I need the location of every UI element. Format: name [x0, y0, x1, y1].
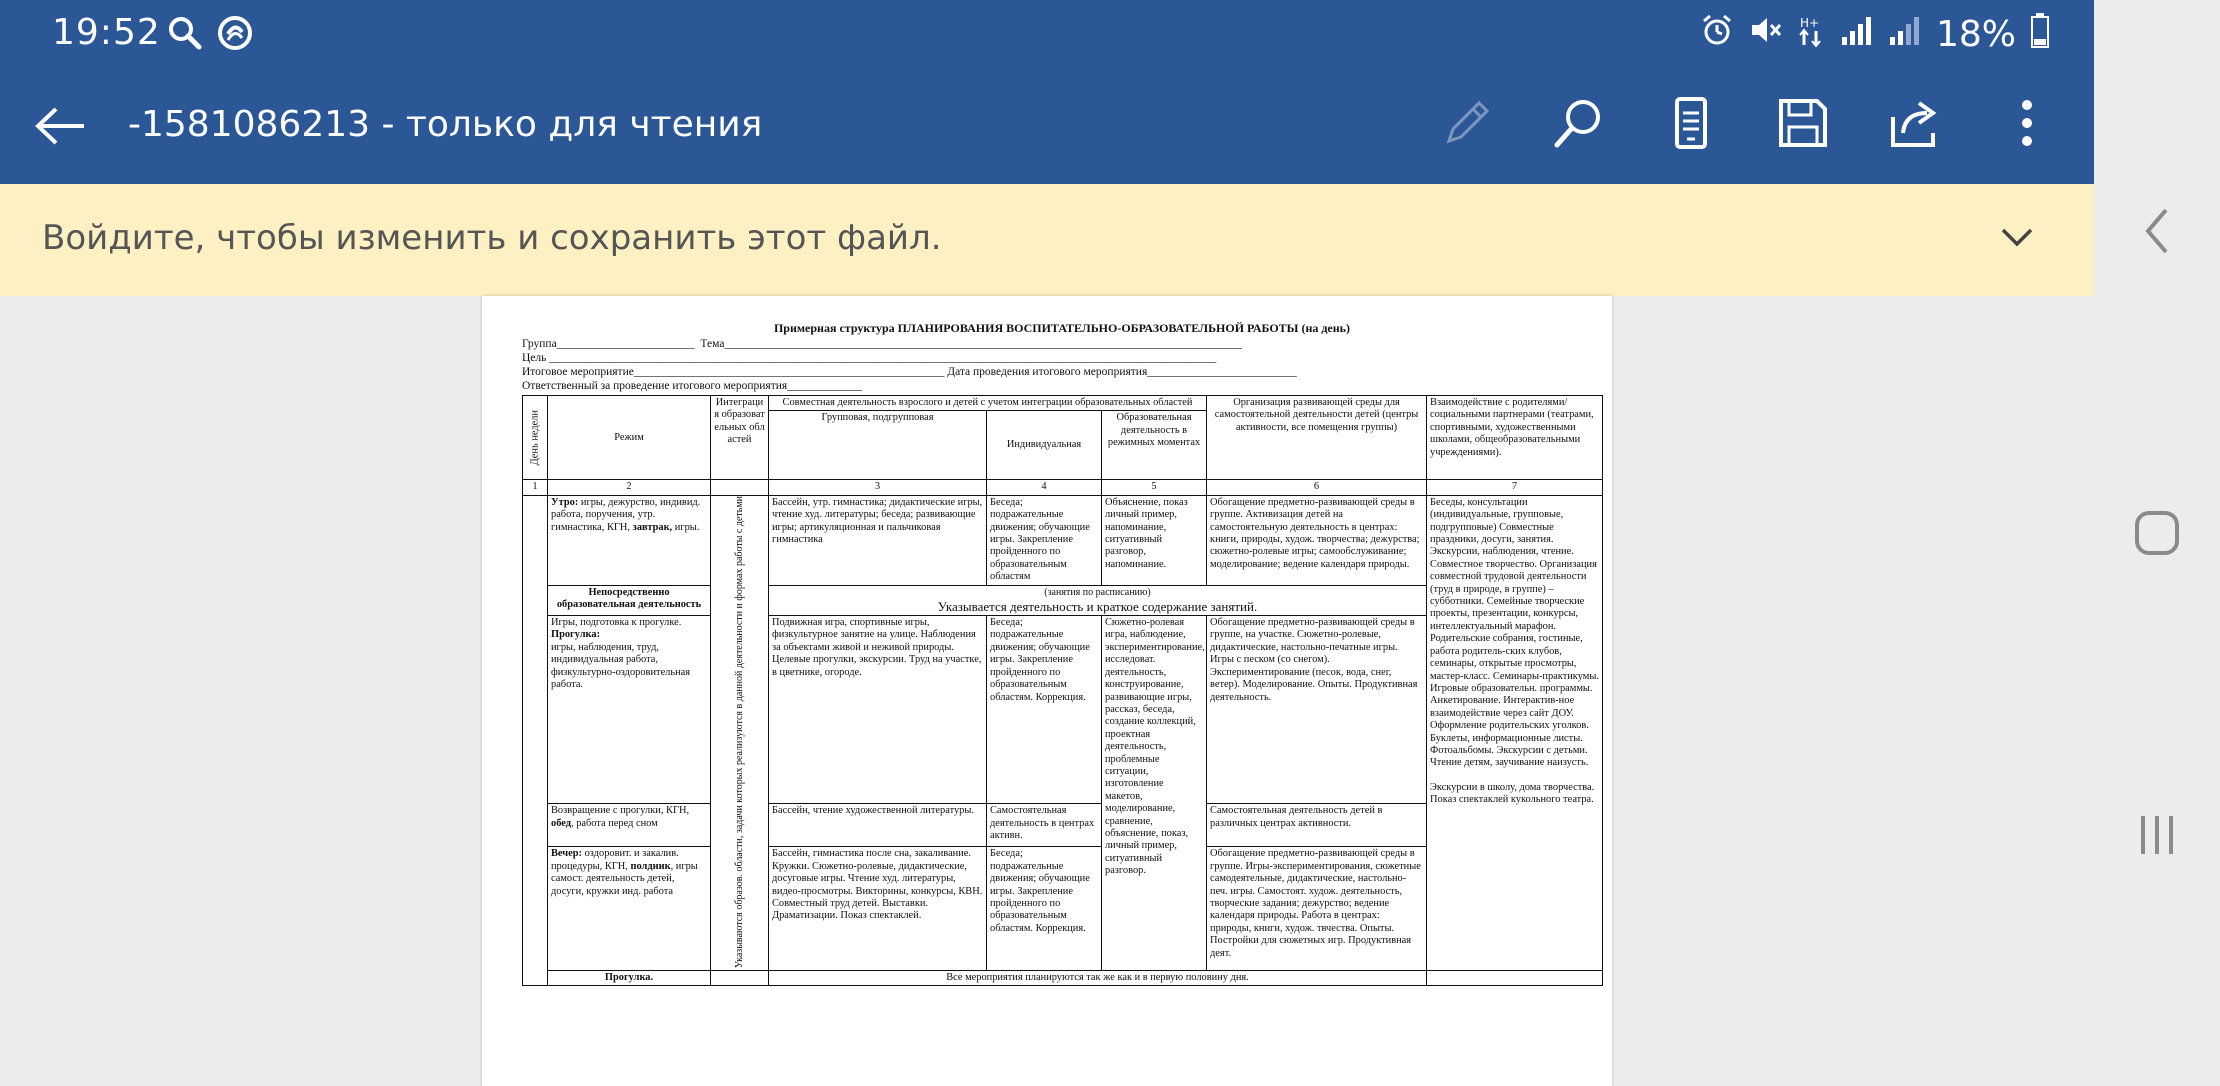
col-number [711, 480, 769, 495]
mode-lunch: Возвращение с прогулки, КГН, обед, работа перед сном [548, 804, 711, 847]
chevron-down-icon [2000, 226, 2034, 253]
more-icon [2017, 95, 2037, 156]
header-line-event: Итоговое мероприятие______________________________________________________ Дата проведения итогового мероприятия__________________________ [522, 366, 1297, 378]
col-number: 2 [548, 480, 711, 495]
document-heading: Примерная структура ПЛАНИРОВАНИЯ ВОСПИТАТЕЛЬНО-ОБРАЗОВАТЕЛЬНОЙ РАБОТЫ (на день) [773, 321, 1351, 335]
table-row-morning [523, 495, 1603, 585]
individual-walk: Беседа; подражательные движения; обучающие игры. Закрепление пройденного по образовательным областям. Коррекция. [987, 616, 1102, 804]
col-number: 7 [1427, 480, 1603, 495]
status-time: 19:52 [52, 12, 161, 53]
environment-walk: Обогащение предметно-развивающей среды в группе, на участке. Сюжетно-ролевые, дидактические, настольно-печатные игры. Игры с песком (со снегом). Экспериментирование (песок, вода, снег, ветер). Моделирование. Опыты. Продуктивная деятельность. [1207, 616, 1427, 804]
regime-afternoon: Сюжетно-ролевая игра, наблюдение, экспериментирование, исследоват. деятельность, конструирование, развивающие игры, рассказ, беседа, создание коллекций, проектная деятельность, проблемные ситуации, изготовление макетов, моделирование, сравнение, объяснение, показ, личный пример, ситуативный разговор. [1102, 616, 1207, 971]
environment-evening: Обогащение предметно-развивающей среды в группе. Игры-экспериментирования, сюжетные самодеятельные, дидактические, настольно-печ. игры. Самостоят. худож. деятельность, творческие задания; дежурство; ведение календаря природы. Работа в центрах: природы, книги, худож. твчества. Опыты. Постройки для сюжетных игр. Продуктивная деят. [1207, 847, 1427, 970]
status-bar [0, 0, 2094, 68]
header-integration: Интеграция образовательных областей [711, 396, 769, 480]
col-number: 5 [1102, 480, 1207, 495]
header-environment: Организация развивающей среды для самостоятельной деятельности детей (центры активности, все помещения группы) [1207, 396, 1427, 480]
day-cell [523, 495, 548, 985]
header-line-responsible: Ответственный за проведение итогового мероприятия_____________ [522, 380, 862, 392]
table-header-row [523, 396, 1603, 411]
mode-classes: Непосредственно образовательная деятельность [548, 585, 711, 615]
nav-back-icon [2142, 206, 2172, 261]
regime-morning: Объяснение, показ личный пример, напоминание, ситуативный разговор, напоминание. [1102, 495, 1207, 585]
banner-expand-button[interactable] [1992, 214, 2042, 264]
header-group: Групповая, подгрупповая [769, 411, 987, 480]
sign-in-banner[interactable] [0, 184, 2094, 296]
reading-view-button[interactable] [1660, 94, 1722, 156]
mute-icon [1748, 13, 1782, 56]
alarm-icon [1700, 13, 1734, 56]
document-content [522, 322, 1602, 986]
data-arrows-icon [1796, 13, 1826, 56]
header-line-group: Группа________________________ Тема__________________________________________________________________________________________ [522, 338, 1242, 350]
integration-vertical: Указываются образов. области, задачи которых реализуются в данной деятельности и формах работы с детьми [711, 495, 769, 970]
header-joint-activity: Совместная деятельность взрослого и детей с учетом интеграции образовательных областей [769, 396, 1207, 411]
search-button[interactable] [1548, 94, 1610, 156]
col-number: 1 [523, 480, 548, 495]
group-walk: Подвижная игра, спортивные игры, физкультурное занятие на улице. Наблюдения за объектами живой и неживой природы. Целевые прогулки, экскурсии. Труд на участке, в цветнике, огороде. [769, 616, 987, 804]
group-evening: Бассейн, гимнастика после сна, закаливание. Кружки. Сюжетно-ролевые, дидактические, досуговые игры. Чтение худ. литературы, видео-просмотры. Викторины, конкурсы, КВН. Совместный труд детей. Выставки. Драматизации. Показ спектаклей. [769, 847, 987, 970]
arrow-left-icon [34, 106, 86, 151]
nav-home-button[interactable] [2124, 502, 2190, 568]
integration-empty [711, 970, 769, 985]
share-icon [1887, 95, 1943, 156]
edit-button[interactable] [1436, 94, 1498, 156]
status-left-icons [166, 14, 254, 57]
app-bar [0, 68, 2094, 184]
back-button[interactable] [30, 98, 90, 158]
nav-recents-button[interactable] [2124, 804, 2190, 870]
nav-recents-icon [2135, 810, 2179, 865]
reading-view-icon [1663, 95, 1719, 156]
signal-icon-2 [1888, 13, 1922, 56]
sync-icon [216, 14, 254, 57]
header-day: День недели [523, 396, 548, 480]
col-number: 3 [769, 480, 987, 495]
walk2-cell: Все мероприятия планируются так же как и в первую половину дня. [769, 970, 1427, 985]
mode-walk: Игры, подготовка к прогулке. Прогулка: игры, наблюдения, труд, индивидуальная работа, физкультурно-оздоровительная работа. [548, 616, 711, 804]
svg-text:H+: H+ [1799, 16, 1820, 30]
nav-back-button[interactable] [2124, 200, 2190, 266]
header-parents: Взаимодействие с родителями/социальными партнерами (театрами, спортивными, художественными школами, общеобразовательными учреждениями). [1427, 396, 1603, 480]
edit-pen-icon [1439, 95, 1495, 156]
table-number-row [523, 480, 1603, 495]
banner-text: Войдите, чтобы изменить и сохранить этот файл. [42, 218, 942, 258]
save-button[interactable] [1772, 94, 1834, 156]
group-lunch: Бассейн, чтение художественной литературы. [769, 804, 987, 847]
col-number: 4 [987, 480, 1102, 495]
battery-percent: 18% [1935, 14, 2016, 55]
mode-walk2: Прогулка. [548, 970, 711, 985]
environment-morning: Обогащение предметно-развивающей среды в группе. Активизация детей на самостоятельную деятельность в центрах: книги, природы, худож. творчества; дежурства; сюжетно-ролевые игры; самообслуживание; моделирование; ведение календаря природы. [1207, 495, 1427, 585]
signal-icon [1840, 13, 1874, 56]
document-title: -1581086213 - только для чтения [128, 104, 763, 145]
document-page[interactable] [482, 296, 1612, 1086]
group-morning: Бассейн, утр. гимнастика; дидактические игры, чтение худ. литературы; беседа; развивающие игры; артикуляционная и пальчиковая гимнастика [769, 495, 987, 585]
search-icon [1551, 95, 1607, 156]
col-number: 6 [1207, 480, 1427, 495]
nav-home-icon [2132, 508, 2182, 563]
save-icon [1775, 95, 1831, 156]
individual-lunch: Самостоятельная деятельность в центрах активн. [987, 804, 1102, 847]
header-line-goal: Цель ____________________________________________________________________________________________________________________ [522, 352, 1217, 364]
classes-cell: (занятия по расписанию) Указывается деятельность и краткое содержание занятий. [769, 585, 1427, 615]
search-icon [166, 14, 204, 57]
parents-empty [1427, 970, 1603, 985]
table-row-walk2 [523, 970, 1603, 985]
more-options-button[interactable] [1996, 94, 2058, 156]
header-individual: Индивидуальная [987, 411, 1102, 480]
system-navigation-bar [2094, 0, 2220, 1080]
header-mode: Режим [548, 396, 711, 480]
individual-evening: Беседа; подражательные движения; обучающие игры. Закрепление пройденного по образовательным областям. Коррекция. [987, 847, 1102, 970]
mode-morning: Утро: игры, дежурство, индивид. работа, поручения, утр. гимнастика, КГН, завтрак, игры. [548, 495, 711, 585]
share-button[interactable] [1884, 94, 1946, 156]
status-right [1700, 12, 2050, 57]
header-regime: Образовательная деятельность в режимных моментах [1102, 411, 1207, 480]
planning-table [522, 395, 1603, 986]
battery-icon [2030, 12, 2050, 57]
parents-cell: Беседы, консультации (индивидуальные, групповые, подгрупповые) Совместные праздники, досуги, занятия. Экскурсии, наблюдения, чтение. Совместное творчество. Организация совместной трудовой деятельности (труд в природе, в группе) – субботники. Семейные творческие проекты, презентации, конкурсы, интеллектуальный марафон. Родительские собрания, гостиные, работа родитель-ских клубов, семинары, открытые просмотры, мастер-класс. Семинары-практикумы. Игровые образовательн. программы. Анкетирование. Интерактив-ное взаимодействие через сайт ДОУ. Оформление родительских уголков. Буклеты, информационные листы. Фотоальбомы. Экскурсии с детьми. Чтение детям, заучивание наизусть. Экскурсии в школу, дома творчества. Показ спектаклей кукольного театра. [1427, 495, 1603, 970]
individual-morning: Беседа; подражательные движения; обучающие игры. Закрепление пройденного по образовательным областям [987, 495, 1102, 585]
mode-evening: Вечер: оздоровит. и закалив. процедуры, КГН, полдник, игры самост. деятельность детей, досуги, кружки инд. работа [548, 847, 711, 970]
toolbar [1436, 94, 2058, 156]
environment-lunch: Самостоятельная деятельность детей в различных центрах активности. [1207, 804, 1427, 847]
